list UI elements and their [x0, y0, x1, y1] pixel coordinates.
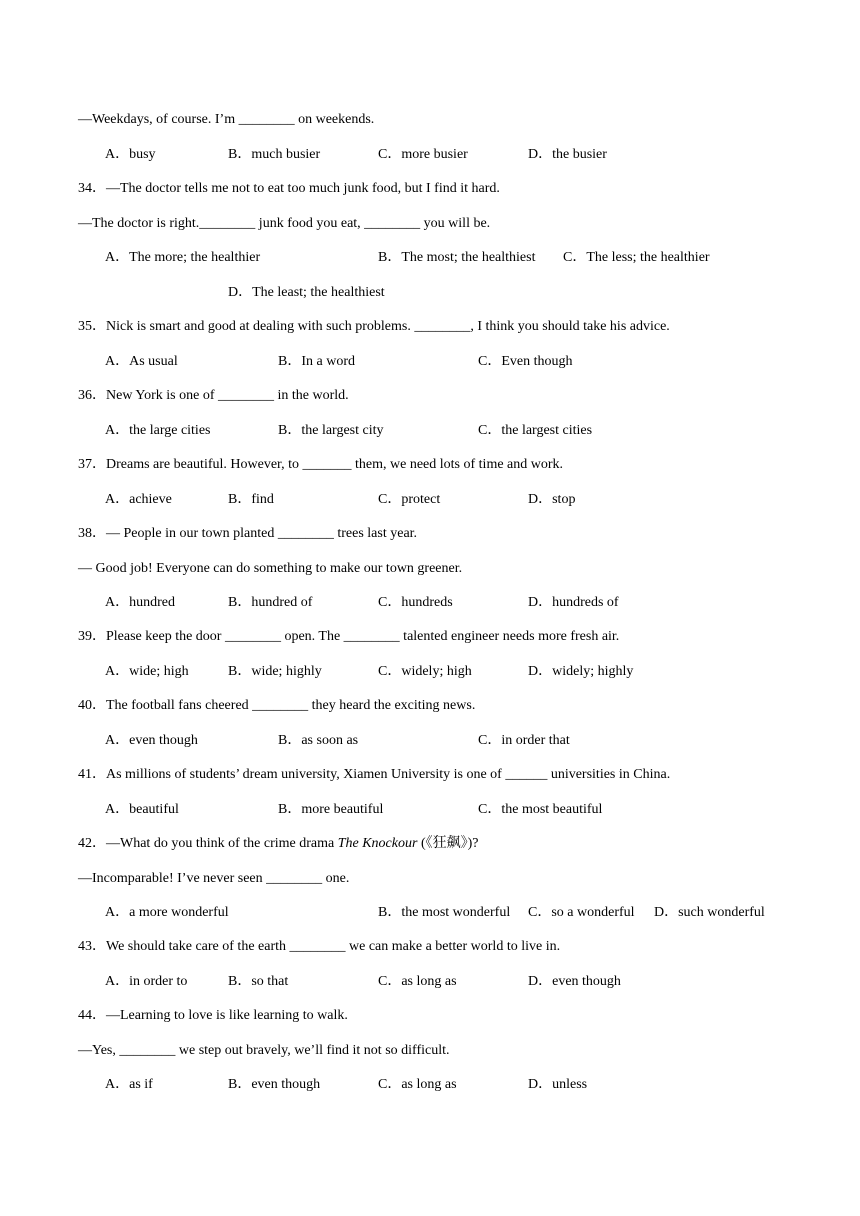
option-35-a[interactable]: A．As usual — [105, 354, 178, 369]
option-39-d[interactable]: D．widely; highly — [528, 664, 634, 679]
option-39-b[interactable]: B．wide; highly — [228, 664, 322, 679]
option-39-a[interactable]: A．wide; high — [105, 664, 189, 679]
option-37-a[interactable]: A．achieve — [105, 492, 172, 507]
option-33-b[interactable]: B．much busier — [228, 147, 321, 162]
question-44-reply: —Yes, ________ we step out bravely, we’ll find it not so difficult. — [78, 1043, 450, 1058]
option-38-c[interactable]: C．hundreds — [378, 595, 453, 610]
option-42-d[interactable]: D．such wonderful — [654, 905, 765, 920]
option-36-a[interactable]: A．the large cities — [105, 423, 211, 438]
question-34-stem: 34．—The doctor tells me not to eat too much junk food, but I find it hard. — [78, 181, 500, 196]
option-42-a[interactable]: A．a more wonderful — [105, 905, 229, 920]
question-39-stem: 39．Please keep the door ________ open. The ________ talented engineer needs more fresh air. — [78, 629, 620, 644]
question-42-reply: —Incomparable! I’ve never seen ________ one. — [78, 871, 350, 886]
option-44-d[interactable]: D．unless — [528, 1077, 588, 1092]
drama-title: The Knockour — [337, 836, 418, 851]
question-37-stem: 37．Dreams are beautiful. However, to _______ them, we need lots of time and work. — [78, 457, 564, 472]
question-34-reply: —The doctor is right.________ junk food you eat, ________ you will be. — [78, 216, 491, 231]
question-35-stem: 35．Nick is smart and good at dealing with such problems. ________, I think you should take his advice. — [78, 319, 670, 334]
option-42-b[interactable]: B．the most wonderful — [378, 905, 511, 920]
option-43-c[interactable]: C．as long as — [378, 974, 457, 989]
option-36-c[interactable]: C．the largest cities — [478, 423, 593, 438]
question-42-stem — [78, 835, 478, 853]
option-40-a[interactable]: A．even though — [105, 733, 198, 748]
option-43-d[interactable]: D．even though — [528, 974, 621, 989]
question-38-stem: 38．— People in our town planted ________ trees last year. — [78, 526, 418, 541]
question-33-answer-line: —Weekdays, of course. I’m ________ on weekends. — [78, 112, 375, 127]
question-36-stem: 36．New York is one of ________ in the world. — [78, 388, 349, 403]
question-43-stem: 43．We should take care of the earth ________ we can make a better world to live in. — [78, 939, 561, 954]
question-42-text: 42．—What do you think of the crime drama — [78, 836, 338, 851]
option-34-c[interactable]: C．The less; the healthier — [563, 250, 710, 265]
option-36-b[interactable]: B．the largest city — [278, 423, 384, 438]
question-38-reply: — Good job! Everyone can do something to make our town greener. — [78, 561, 463, 576]
option-43-a[interactable]: A．in order to — [105, 974, 188, 989]
question-42-text-end: (《狂飙》)? — [417, 836, 479, 851]
option-34-d[interactable]: D．The least; the healthiest — [228, 285, 385, 300]
option-44-b[interactable]: B．even though — [228, 1077, 321, 1092]
option-42-c[interactable]: C．so a wonderful — [528, 905, 635, 920]
option-34-a[interactable]: A．The more; the healthier — [105, 250, 261, 265]
option-33-a[interactable]: A．busy — [105, 147, 156, 162]
option-37-c[interactable]: C．protect — [378, 492, 441, 507]
option-37-b[interactable]: B．find — [228, 492, 274, 507]
question-41-stem: 41．As millions of students’ dream university, Xiamen University is one of ______ universities in China. — [78, 767, 671, 782]
option-33-c[interactable]: C．more busier — [378, 147, 468, 162]
option-43-b[interactable]: B．so that — [228, 974, 289, 989]
option-37-d[interactable]: D．stop — [528, 492, 576, 507]
option-34-b[interactable]: B．The most; the healthiest — [378, 250, 536, 265]
option-38-d[interactable]: D．hundreds of — [528, 595, 619, 610]
option-33-d[interactable]: D．the busier — [528, 147, 607, 162]
question-40-stem: 40．The football fans cheered ________ they heard the exciting news. — [78, 698, 476, 713]
option-35-c[interactable]: C．Even though — [478, 354, 573, 369]
option-41-a[interactable]: A．beautiful — [105, 802, 179, 817]
option-40-b[interactable]: B．as soon as — [278, 733, 359, 748]
option-41-b[interactable]: B．more beautiful — [278, 802, 384, 817]
question-44-stem: 44．—Learning to love is like learning to walk. — [78, 1008, 348, 1023]
option-44-c[interactable]: C．as long as — [378, 1077, 457, 1092]
option-35-b[interactable]: B．In a word — [278, 354, 355, 369]
option-39-c[interactable]: C．widely; high — [378, 664, 472, 679]
option-38-a[interactable]: A．hundred — [105, 595, 175, 610]
option-41-c[interactable]: C．the most beautiful — [478, 802, 603, 817]
option-38-b[interactable]: B．hundred of — [228, 595, 313, 610]
option-44-a[interactable]: A．as if — [105, 1077, 153, 1092]
option-40-c[interactable]: C．in order that — [478, 733, 570, 748]
